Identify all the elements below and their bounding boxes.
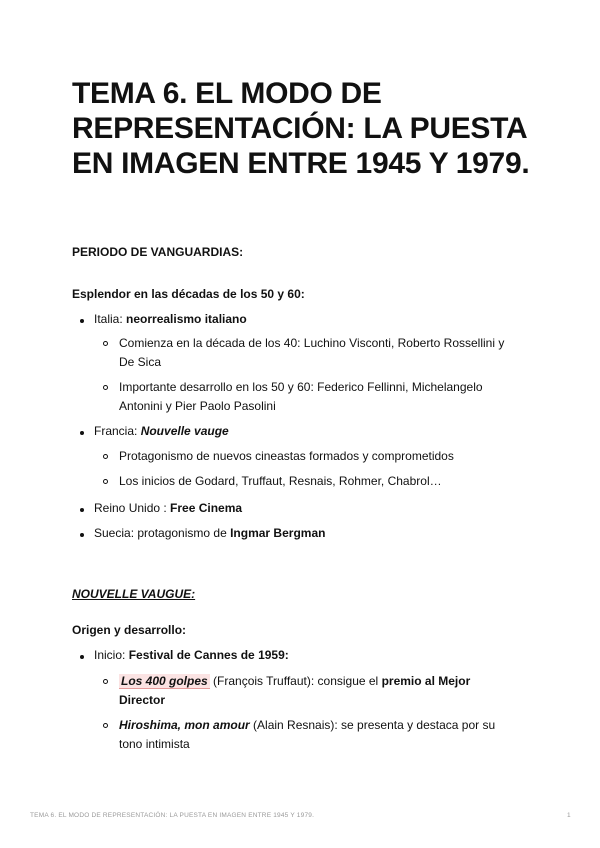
bullet-icon [80, 655, 84, 659]
bold-text: Ingmar Bergman [230, 526, 326, 540]
list-item-italia: Italia: neorrealismo italiano [94, 312, 247, 326]
sub-item-line: Comienza en la década de los 40: Luchino Visconti, Roberto Rossellini y [119, 336, 505, 350]
footer-running-title: TEMA 6. EL MODO DE REPRESENTACIÓN: LA PUESTA EN IMAGEN ENTRE 1945 Y 1979. [30, 812, 315, 819]
footer-page-number: 1 [567, 812, 571, 819]
sub-bullet-icon [103, 723, 108, 728]
sub-item-line: Antonini y Pier Paolo Pasolini [119, 399, 276, 413]
page-title: TEMA 6. EL MODO DE REPRESENTACIÓN: LA PUESTA EN IMAGEN ENTRE 1945 Y 1979. [72, 77, 530, 180]
sub-item-line: Los 400 golpes (François Truffaut): consigue el premio al Mejor [121, 674, 471, 688]
sub-item-line: Los inicios de Godard, Truffaut, Resnais, Rohmer, Chabrol… [119, 474, 442, 488]
sub-bullet-icon [103, 679, 108, 684]
bullet-icon [80, 319, 84, 323]
list-item-inicio: Inicio: Festival de Cannes de 1959: [94, 648, 289, 662]
bold-text: premio al Mejor [381, 674, 471, 688]
sub-item-line: Importante desarrollo en los 50 y 60: Federico Fellinni, Michelangelo [119, 380, 483, 394]
highlighted-film-title: Los 400 golpes [121, 674, 208, 688]
sub-bullet-icon [103, 454, 108, 459]
list-item-reino-unido: Reino Unido : Free Cinema [94, 501, 243, 515]
bold-text: Festival de Cannes de 1959: [128, 648, 289, 662]
sub-item-line: tono intimista [119, 737, 190, 751]
sub-item-line: Protagonismo de nuevos cineastas formados y comprometidos [119, 449, 454, 463]
section-heading-nouvelle-vaugue: NOUVELLE VAUGUE: [72, 587, 196, 601]
list-item-suecia: Suecia: protagonismo de Ingmar Bergman [94, 526, 326, 540]
sub-item-line: Hiroshima, mon amour (Alain Resnais): se presenta y destaca por su [119, 718, 496, 732]
subheading-origen: Origen y desarrollo: [72, 623, 187, 637]
bullet-icon [80, 431, 84, 435]
list-item-francia: Francia: Nouvelle vauge [94, 424, 229, 438]
bullet-icon [80, 508, 84, 512]
section-heading-vanguardias: PERIODO DE VANGUARDIAS: [72, 245, 244, 259]
bold-text: neorrealismo italiano [126, 312, 247, 326]
sub-item-line: De Sica [119, 355, 162, 369]
bullet-icon [80, 533, 84, 537]
sub-item-line: Director [119, 693, 166, 707]
bold-text: Free Cinema [170, 501, 243, 515]
bold-italic-text: Nouvelle vauge [140, 424, 229, 438]
sub-bullet-icon [103, 341, 108, 346]
sub-bullet-icon [103, 385, 108, 390]
sub-bullet-icon [103, 479, 108, 484]
film-title: Hiroshima, mon amour [119, 718, 250, 732]
subheading-esplendor: Esplendor en las décadas de los 50 y 60: [72, 287, 305, 301]
